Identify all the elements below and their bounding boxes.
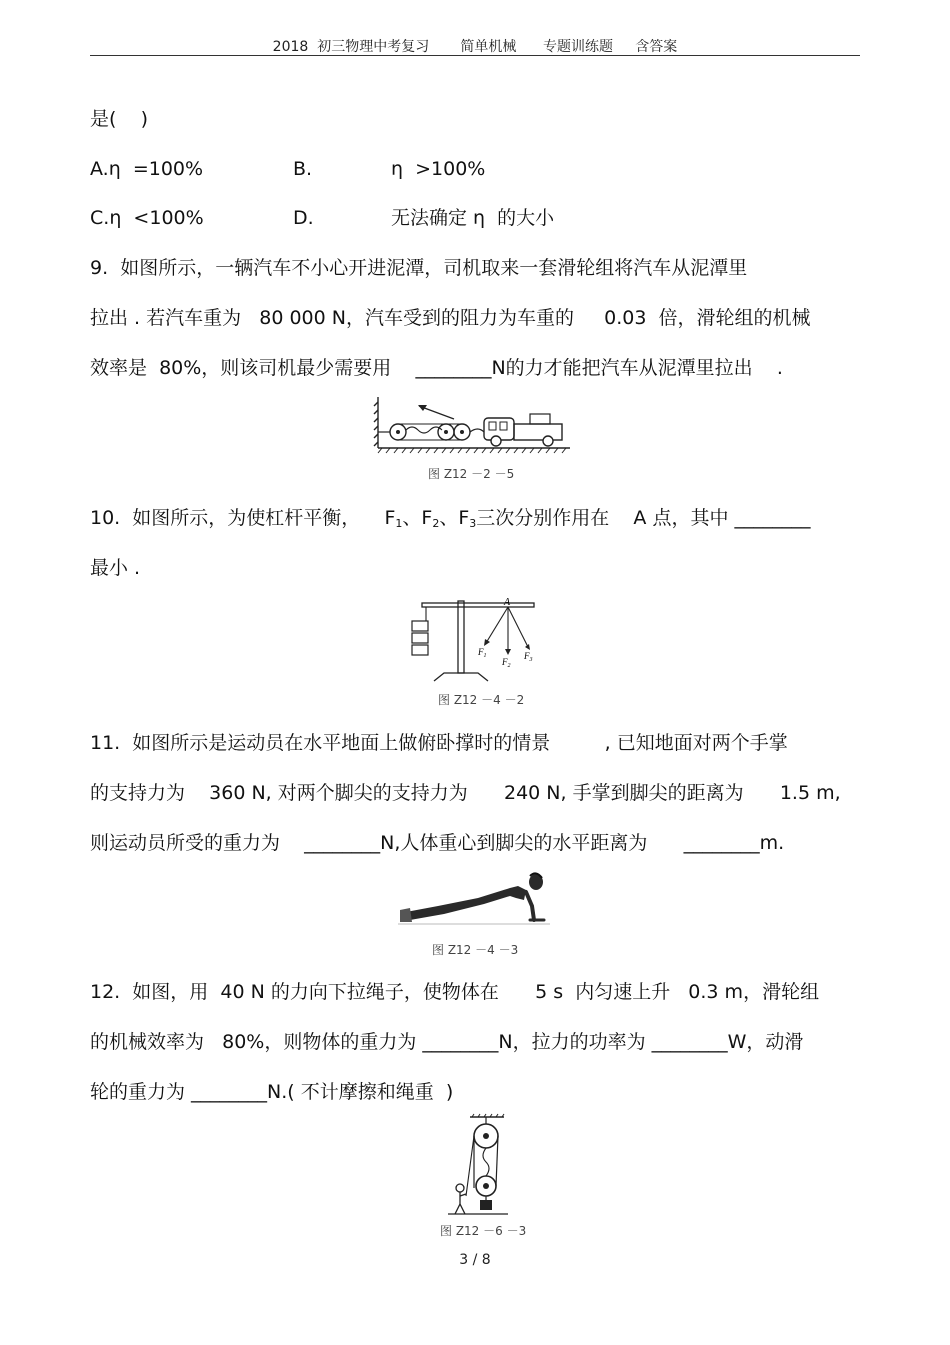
q8-option-a-text: η =100% — [108, 158, 204, 180]
q8-option-d-text: 无法确定 η 的大小 — [391, 207, 555, 229]
figure-load-block — [480, 1200, 492, 1210]
figure-car-pulley — [374, 394, 574, 456]
q9-figure-caption: 图 Z12 －2 －5 — [428, 467, 515, 481]
q8-option-b-letter: B. — [293, 158, 313, 180]
figure-force-f3-line — [508, 607, 528, 647]
figure-rope-wave — [406, 427, 442, 433]
figure-force-f1-arrowhead — [484, 639, 490, 646]
q8-option-c-text: η <100% — [109, 207, 204, 229]
figure-stick-person — [455, 1184, 466, 1214]
figure-force-f1-line — [486, 607, 508, 643]
figure-label-a: A — [504, 597, 511, 608]
q11-figure-caption: 图 Z12 －4 －3 — [432, 943, 519, 957]
q8-option-b-text: η >100% — [391, 158, 486, 180]
q12-line-2: 的机械效率为 80%，则物体的重力为 ________N，拉力的功率为 ________W，动滑 — [90, 1031, 804, 1053]
q11-line-1: 11. 如图所示是运动员在水平地面上做俯卧撑时的情景 , 已知地面对两个手掌 — [90, 732, 788, 754]
figure-wall — [374, 397, 378, 448]
figure-car-wheel-1 — [491, 436, 501, 446]
q8-option-c-letter: C. — [90, 207, 110, 229]
figure-lever-beam — [422, 603, 534, 607]
q12-figure-caption: 图 Z12 －6 －3 — [440, 1224, 527, 1238]
q8-option-a — [90, 157, 203, 181]
figure-athlete-shoe — [400, 908, 412, 922]
figure-lever-base — [434, 673, 488, 681]
q8-stem-end: 是( ) — [90, 108, 148, 130]
figure-rope-middle — [483, 1148, 489, 1176]
figure-lever-weight-1 — [412, 621, 428, 631]
figure-car-load — [530, 414, 550, 424]
figure-force-f2-arrowhead — [505, 649, 511, 655]
q10-line-1-part-a: 10. 如图所示，为使杠杆平衡， F — [90, 507, 396, 529]
q12-line-1: 12. 如图，用 40 N 的力向下拉绳子，使物体在 5 s 内匀速上升 0.3 m，滑轮组 — [90, 981, 820, 1003]
figure-lever — [404, 597, 554, 687]
q10-line-1-part-c: 、F — [439, 507, 470, 529]
q11-line-3: 则运动员所受的重力为 ________N,人体重心到脚尖的水平距离为 ________m. — [90, 832, 785, 854]
figure-athlete-arm — [526, 892, 534, 920]
figure-lever-post — [458, 601, 464, 673]
figure-label-f3: $F_3$ — [524, 651, 533, 663]
figure-car-bed — [514, 424, 562, 440]
figure-ground-hatch — [378, 448, 566, 453]
q10-subscript-2: 2 — [432, 517, 440, 530]
q10-subscript-1: 1 — [395, 517, 403, 530]
q9-line-1: 9. 如图所示，一辆汽车不小心开进泥潭，司机取来一套滑轮组将汽车从泥潭里 — [90, 257, 748, 279]
q10-subscript-3: 3 — [469, 517, 477, 530]
q8-option-c — [90, 206, 204, 230]
header-rule — [90, 55, 860, 56]
q10-line-1 — [90, 506, 811, 533]
figure-pushup-athlete — [398, 870, 550, 928]
figure-lever-weight-3 — [412, 645, 428, 655]
figure-car-wheel-2 — [543, 436, 553, 446]
q10-line-1-part-d: 三次分别作用在 A 点，其中 ________ — [476, 507, 811, 529]
figure-lever-weight-2 — [412, 633, 428, 643]
page-number: 3 / 8 — [459, 1252, 491, 1268]
figure-pulley-system — [446, 1114, 516, 1218]
page-header: 2018 初三物理中考复习 简单机械 专题训练题 含答案 — [272, 39, 678, 55]
q12-line-3: 轮的重力为 ________N.( 不计摩擦和绳重 ) — [90, 1081, 454, 1103]
q8-option-a-letter: A. — [90, 158, 109, 180]
q8-option-d-letter: D. — [293, 207, 314, 229]
figure-hook-rope — [470, 429, 484, 432]
q11-line-2: 的支持力为 360 N, 对两个脚尖的支持力为 240 N, 手掌到脚尖的距离为 1.5 m, — [90, 782, 841, 804]
q9-line-3: 效率是 80%，则该司机最少需要用 ________N的力才能把汽车从泥潭里拉出 . — [90, 357, 783, 379]
q10-line-2: 最小 . — [90, 557, 141, 579]
figure-label-f2: $F_2$ — [502, 657, 511, 669]
q9-line-2: 拉出 . 若汽车重为 80 000 N，汽车受到的阻力为车重的 0.03 倍，滑轮组的机械 — [90, 307, 811, 329]
q10-line-1-part-b: 、F — [402, 507, 433, 529]
figure-label-f1: $F_1$ — [478, 647, 487, 659]
q10-figure-caption: 图 Z12 －4 －2 — [438, 693, 525, 707]
figure-pull-rope — [466, 1136, 474, 1196]
figure-athlete-body — [406, 886, 526, 920]
